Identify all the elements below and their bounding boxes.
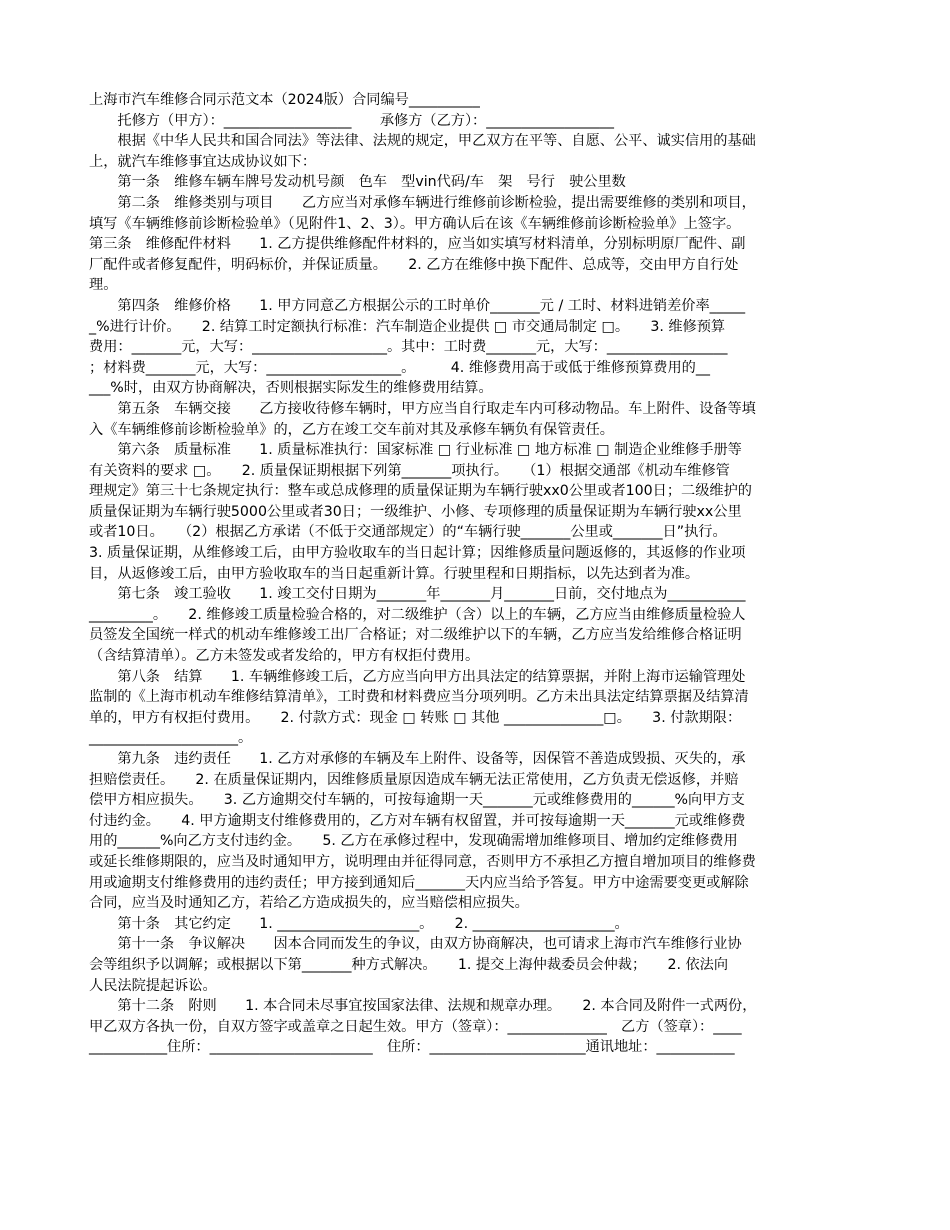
document-line: 甲乙双方各执一份，自双方签字或盖章之日起生效。甲方（签章）：______________ 乙方（签章）：____ <box>89 1018 742 1035</box>
document-line: 第三条 维修配件材料 1. 乙方提供维修配件材料的，应当如实填写材料清单，分别标明原厂配件、副 <box>89 236 746 253</box>
document-line: _____________________。 <box>89 730 253 747</box>
document-line: 合同，应当及时通知乙方，若给乙方造成损失的，应当赔偿相应损失。 <box>89 895 529 912</box>
document-line: 用或逾期支付维修费用的违约责任；甲方接到通知后_______天内应当给予答复。甲方中途需要变更或解除 <box>89 874 749 891</box>
document-line: 厂配件或者修复配件，明码标价，并保证质量。 2. 乙方在维修中换下配件、总成等，交由甲方自行处 <box>89 256 739 273</box>
document-line: 或延长维修期限的，应当及时通知甲方，说明理由并征得同意，否则甲方不承担乙方擅自增加项目的维修费 <box>89 853 756 870</box>
document-line: 第十一条 争议解决 因本合同而发生的争议，由双方协商解决，也可请求上海市汽车维修行业协 <box>89 936 742 953</box>
document-line: 上，就汽车维修事宜达成协议如下： <box>89 153 317 170</box>
document-line: 根据《中华人民共和国合同法》等法律、法规的规定，甲乙双方在平等、自愿、公平、诚实信用的基础 <box>89 133 756 150</box>
document-line: 偿甲方相应损失。 3. 乙方逾期交付车辆的，可按每逾期一天_______元或维修费用的______%向甲方支 <box>89 792 745 809</box>
document-line: 理。 <box>89 277 118 294</box>
document-line: 或者10日。 （2）根据乙方承诺（不低于交通部规定）的“车辆行驶_______公里或_______日”执行。 <box>89 524 727 541</box>
document-line: 第一条 维修车辆车牌号发动机号颜 色车 型vin代码/车 架 号行 驶公里数 <box>89 174 626 191</box>
document-line: 第六条 质量标准 1. 质量标准执行：国家标准 □ 行业标准 □ 地方标准 □ 制造企业维修手册等 <box>89 442 742 459</box>
document-line: 第九条 违约责任 1. 乙方对承修的车辆及车上附件、设备等，因保管不善造成毁损、灭失的，承 <box>89 751 746 767</box>
document-line: 有关资料的要求 □。 2. 质量保证期根据下列第_______项执行。 （1）根据交通部《机动车维修管 <box>89 462 730 479</box>
document-line: 员签发全国统一样式的机动车维修竣工出厂合格证；对二级维护以下的车辆，乙方应当发给维修合格证明 <box>89 627 742 644</box>
document-line: _________。 2. 维修竣工质量检验合格的，对二级维护（含）以上的车辆，乙方应当由维修质量检验人 <box>89 606 746 623</box>
document-line: 第十二条 附则 1. 本合同未尽事宜按国家法律、法规和规章办理。 2. 本合同及附件一式两份， <box>89 998 757 1015</box>
document-line: 第四条 维修价格 1. 甲方同意乙方根据公示的工时单价_______元 / 工时、材料进销差价率_____ <box>89 297 746 314</box>
document-line: 第七条 竣工验收 1. 竣工交付日期为_______年_______月_______日前，交付地点为___________ <box>89 586 746 603</box>
document-line: 理规定》第三十七条规定执行：整车或总成修理的质量保证期为车辆行驶xx0公里或者100日；二级维护的 <box>89 483 752 500</box>
contract-document <box>89 90 861 1058</box>
document-line: ；材料费_______元，大写：___________________。 4. 维修费用高于或低于维修预算费用的__ <box>89 359 711 376</box>
document-line: 第二条 维修类别与项目 乙方应当对承修车辆进行维修前诊断检验，提出需要维修的类别和项目， <box>89 194 756 211</box>
document-line: 目，从返修竣工后，由甲方验收取车的当日起重新计算。行驶里程和日期指标，以先达到者为准。 <box>89 565 700 582</box>
document-line: 填写《车辆维修前诊断检验单》（见附件1、2、3）。甲方确认后在该《车辆维修前诊断检验单》上签字。 <box>89 215 741 232</box>
document-line: 入《车辆维修前诊断检验单》的，乙方在竣工交车前对其及承修车辆负有保管责任。 <box>89 421 614 438</box>
document-line: 第五条 车辆交接 乙方接收待修车辆时，甲方应当自行取走车内可移动物品。车上附件、设备等填 <box>89 400 756 417</box>
document-line: （含结算清单）。乙方未签发或者发给的，甲方有权拒付费用。 <box>89 648 480 665</box>
document-line: _%进行计价。 2. 结算工时定额执行标准：汽车制造企业提供 □ 市交通局制定 □。 3. 维修预算 <box>89 318 726 335</box>
document-line: 监制的《上海市机动车维修结算清单》，工时费和材料费应当分项列明。乙方未出具法定结算票据及结算清 <box>89 689 749 706</box>
document-line: 担赔偿责任。 2. 在质量保证期内，因维修质量原因造成车辆无法正常使用，乙方负责无偿返修，并赔 <box>89 771 739 788</box>
document-line: ___________住所：_______________________ 住所：______________________通讯地址：___________ <box>89 1039 735 1056</box>
document-line: 用的______%向乙方支付违约金。 5. 乙方在承修过程中，发现确需增加维修项目、增加约定维修费用 <box>89 833 738 850</box>
document-line: 第八条 结算 1. 车辆维修竣工后，乙方应当向甲方出具法定的结算票据，并附上海市运输管理处 <box>89 668 746 685</box>
document-line: 第十条 其它约定 1. ____________________。 2. ____________________。 <box>89 915 629 932</box>
document-line: 3. 质量保证期，从维修竣工后，由甲方验收取车的当日起计算；因维修质量问题返修的，其返修的作业项 <box>89 545 746 562</box>
document-line: 会等组织予以调解；或根据以下第_______种方式解决。 1. 提交上海仲裁委员会仲裁； 2. 依法向 <box>89 956 729 973</box>
document-line: 上海市汽车维修合同示范文本（2024版）合同编号__________ <box>89 92 480 108</box>
document-line: 费用：_______元，大写：___________________。其中：工时费_______元，大写：_________________ <box>89 339 728 356</box>
document-line: 单的，甲方有权拒付费用。 2. 付款方式：现金 □ 转账 □ 其他 ______________□。 3. 付款期限： <box>89 709 742 726</box>
document-line: 托修方（甲方）：__________________ 承修方（乙方）：__________________ <box>89 112 614 129</box>
document-line: ___%时，由双方协商解决，否则根据实际发生的维修费用结算。 <box>89 380 493 397</box>
document-line: 人民法院提起诉讼。 <box>89 977 217 994</box>
document-line: 付违约金。 4. 甲方逾期支付维修费用的，乙方对车辆有权留置，并可按每逾期一天_______元或维修费 <box>89 812 746 829</box>
document-line: 质量保证期为车辆行驶5000公里或者30日；一级维护、小修、专项修理的质量保证期为车辆行驶xx公里 <box>89 503 742 520</box>
